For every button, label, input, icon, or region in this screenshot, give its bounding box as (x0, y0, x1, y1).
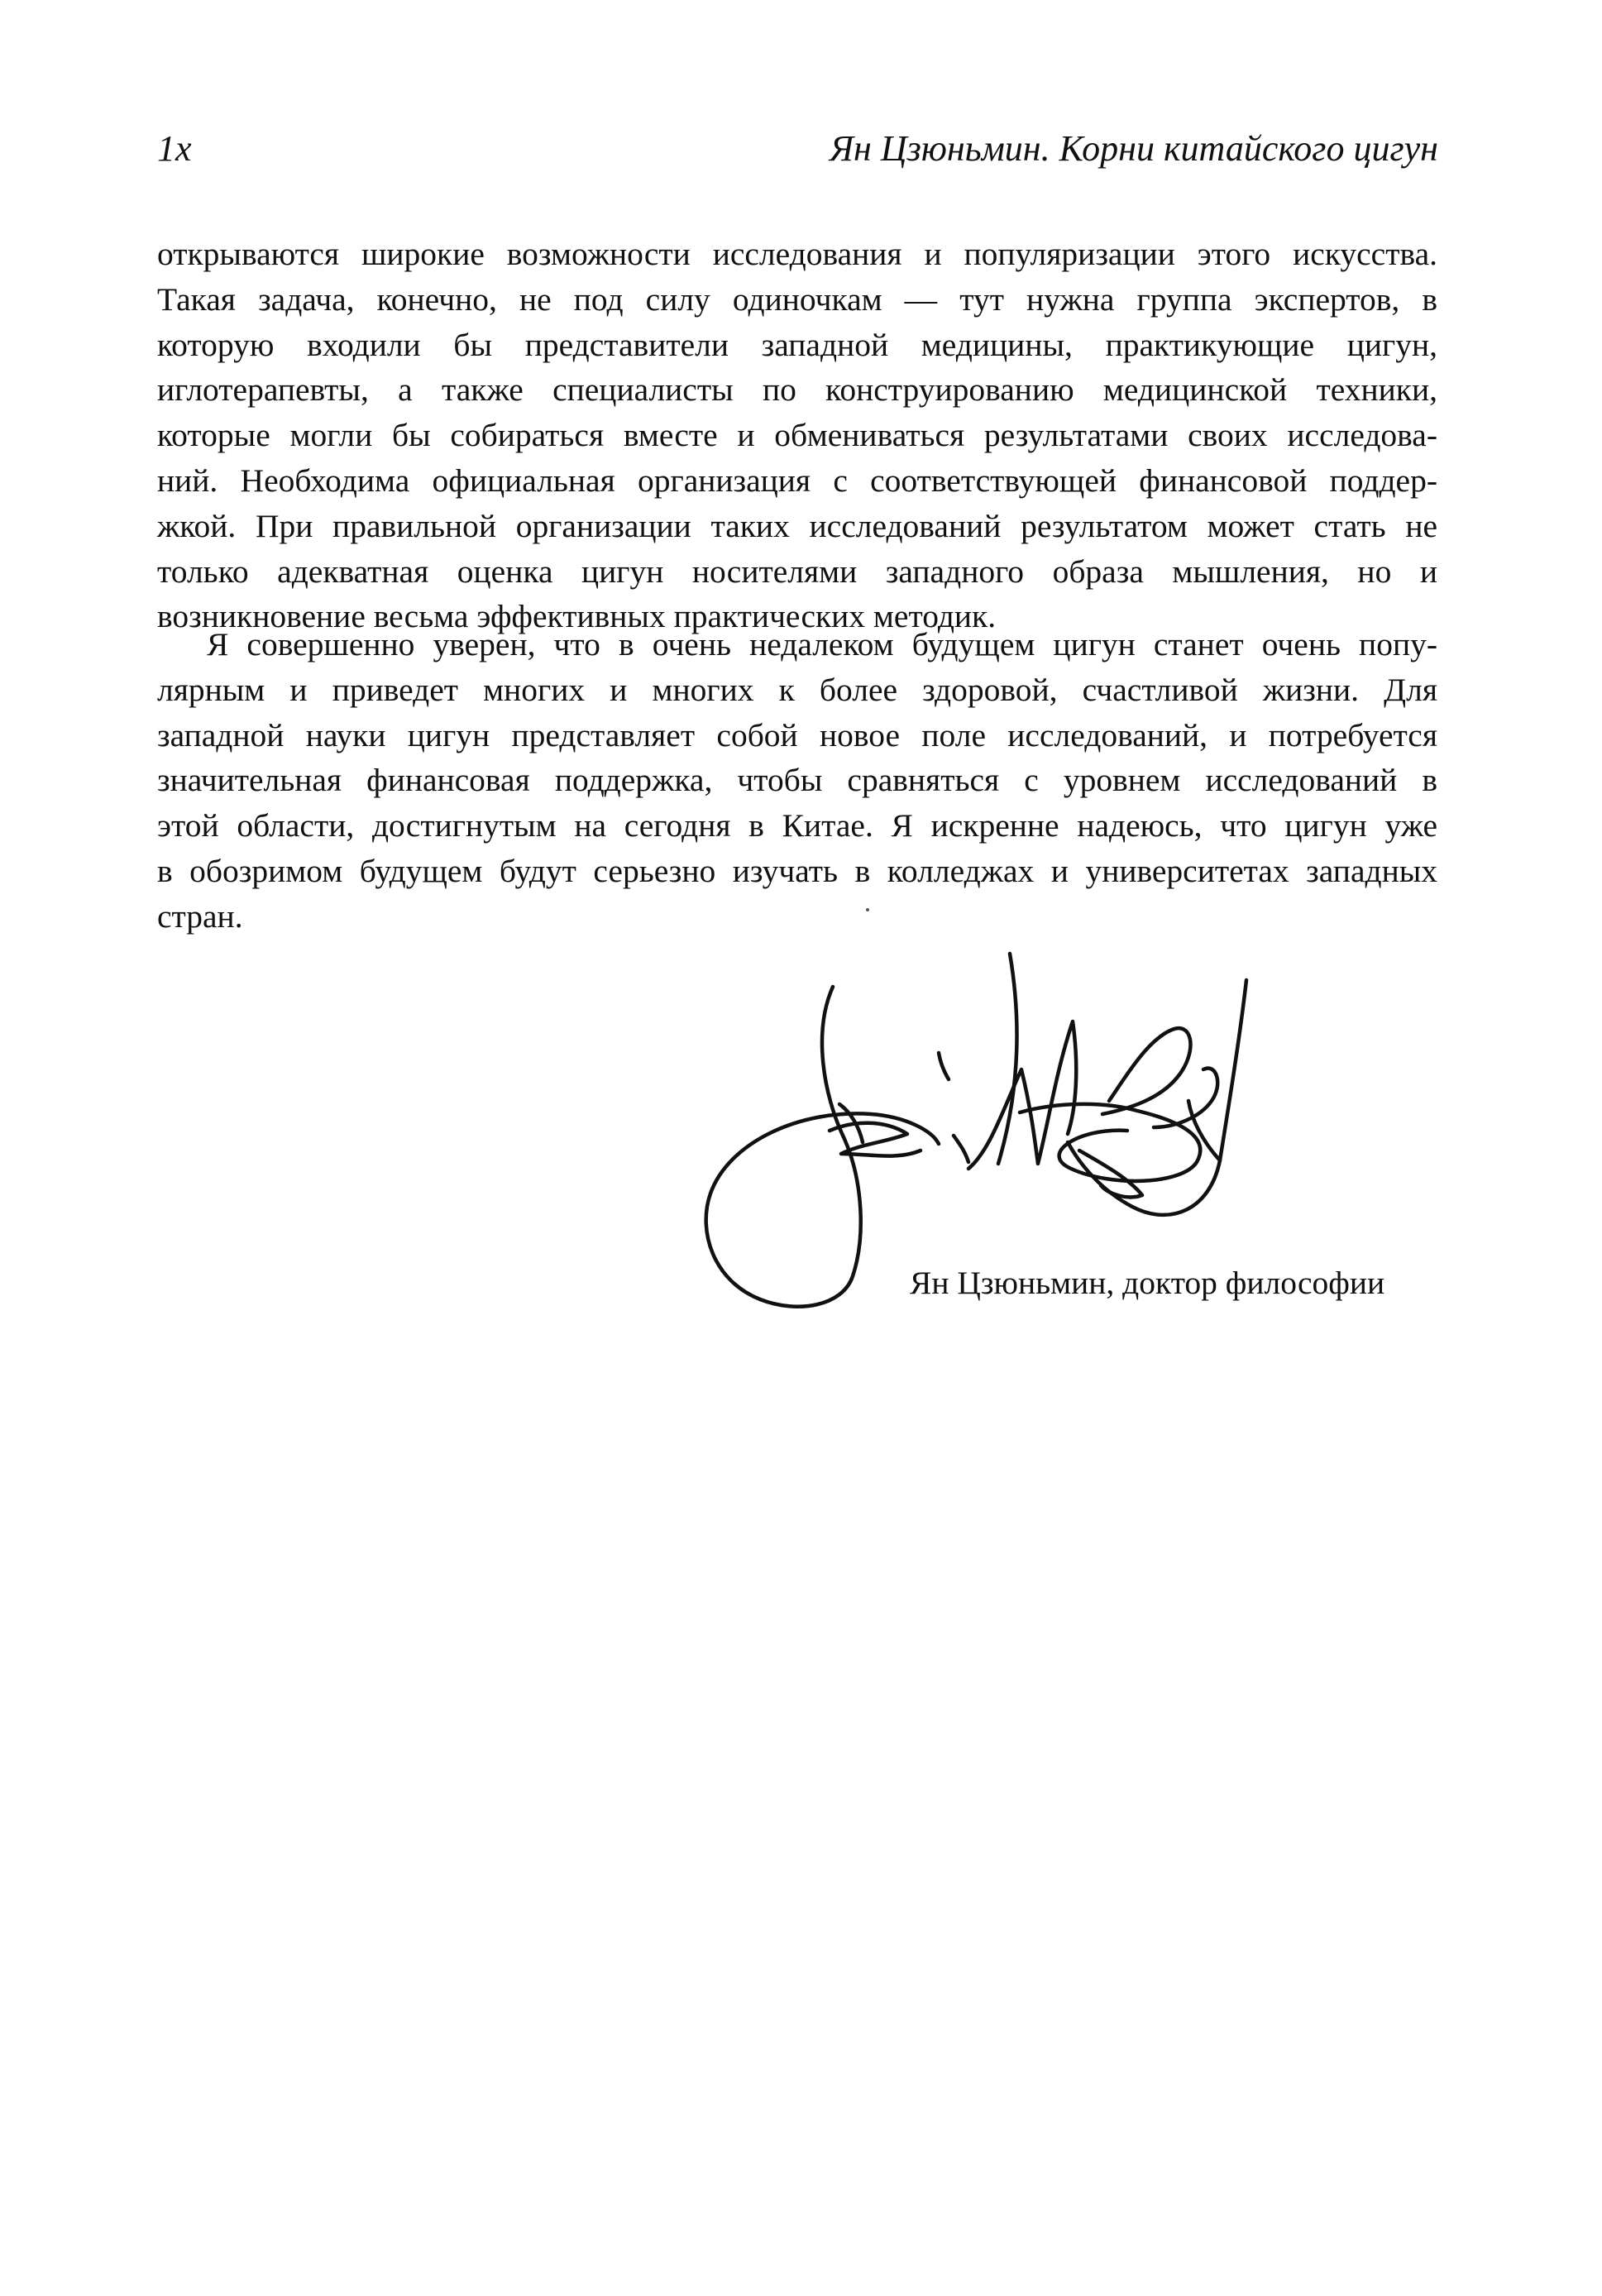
paragraph-line: значительная финансовая поддержка, чтобы сравняться с уровнем исследований в (157, 762, 1437, 799)
paragraph-line: лярным и приведет многих и многих к более здоровой, счастливой жизни. Для (157, 671, 1437, 708)
paragraph-1 (157, 232, 1437, 639)
paragraph-line: в обозримом будущем будут серьезно изучать в колледжах и университетах западных (157, 852, 1437, 889)
paragraph-line: жкой. При правильной организации таких исследований результатом может стать не (157, 507, 1437, 544)
signature-stroke (1102, 1028, 1190, 1114)
signature-stroke (939, 1053, 949, 1079)
page-number: 1х (157, 128, 192, 169)
paragraph-line: Я совершенно уверен, что в очень недалеком будущем цигун станет очень попу- (207, 626, 1437, 662)
paragraph-line: ний. Необходима официальная организация с соответствующей финансовой поддер- (157, 462, 1437, 499)
handwritten-signature (691, 947, 1435, 1311)
signature-stroke (968, 1021, 1076, 1169)
paragraph-line: Такая задача, конечно, не под силу одиночкам — тут нужна группа экспертов, в (157, 280, 1437, 318)
paragraph-line: открываются широкие возможности исследования и популяризации этого искусства. (157, 236, 1437, 272)
signature-stroke (954, 1136, 968, 1162)
signature-caption: Ян Цзюньмин, доктор философии (910, 1265, 1385, 1301)
paragraph-line: западной науки цигун представляет собой новое поле исследований, и потребуется (157, 716, 1437, 753)
paragraph-line: только адекватная оценка цигун носителями западного образа мышления, но и (157, 552, 1437, 590)
paragraph-line: которую входили бы представители западной медицины, практикующие цигун, (157, 326, 1437, 363)
paragraph-2 (157, 622, 1437, 940)
paragraph-line: которые могли бы собираться вместе и обмениваться результатами своих исследова- (157, 417, 1437, 454)
signature-stroke (998, 954, 1017, 1164)
running-header-title: Ян Цзюньмин. Корни китайского цигун (830, 128, 1438, 169)
paragraph-line: иглотерапевты, а также специалисты по конструированию медицинской техники, (157, 371, 1437, 409)
paragraph-line: этой области, достигнутым на сегодня в Китае. Я искренне надеюсь, что цигун уже (157, 807, 1437, 844)
scan-speck (866, 908, 869, 911)
paragraph-line: возникновение весьма эффективных практических методик. (157, 598, 997, 635)
signature-stroke (706, 987, 939, 1307)
paragraph-line: стран. (157, 897, 243, 935)
